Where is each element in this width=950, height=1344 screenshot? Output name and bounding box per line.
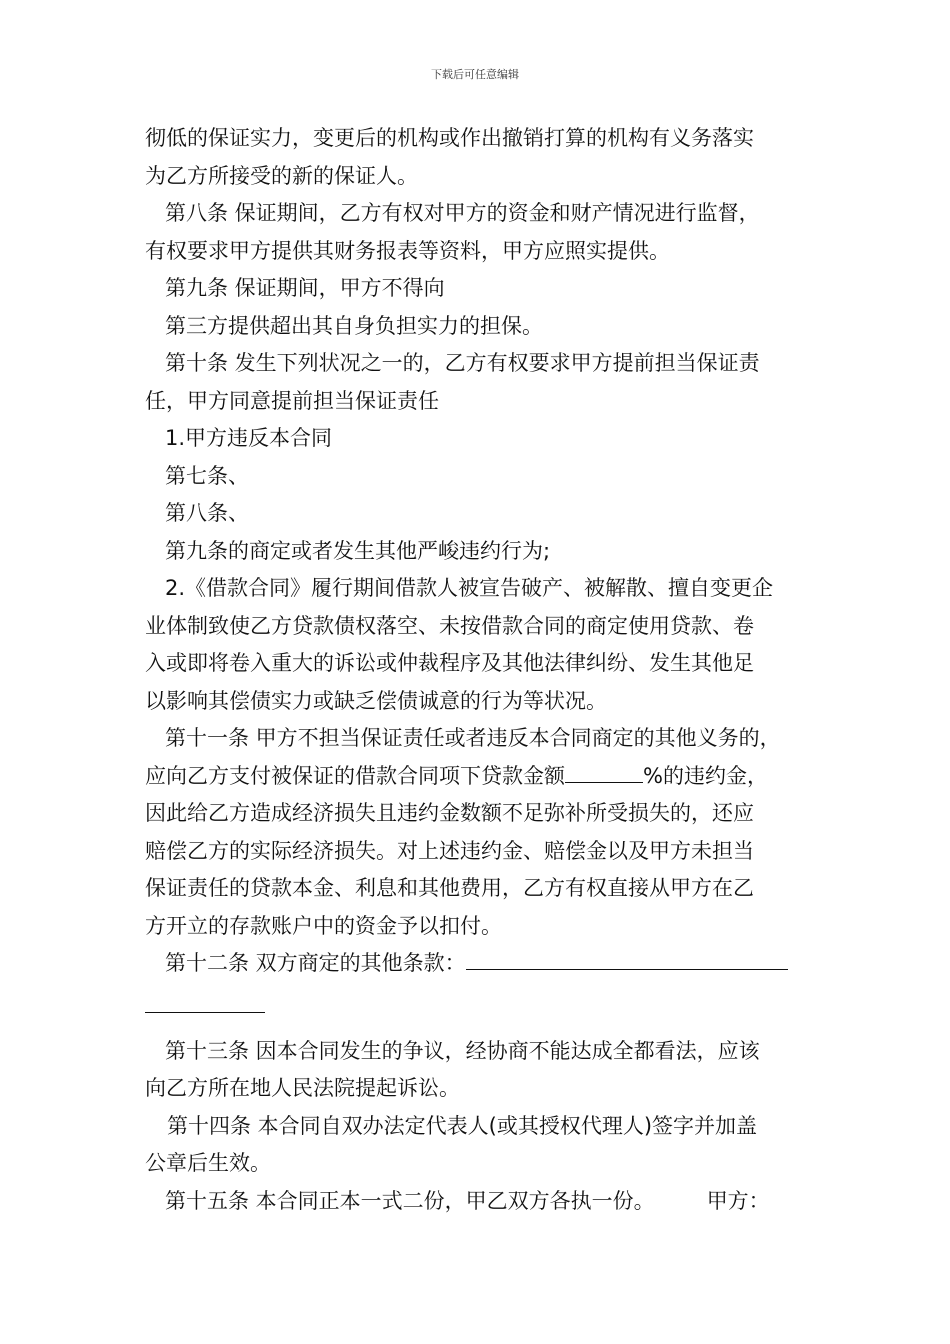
article-11-line: 保证责任的贷款本金、利息和其他费用，乙方有权直接从甲方在乙 xyxy=(145,876,754,900)
article-14-line: 公章后生效。 xyxy=(145,1151,271,1175)
article-11-line: 赔偿乙方的实际经济损失。对上述违约金、赔偿金以及甲方未担当 xyxy=(145,838,754,863)
article-14-line: 第十四条 本合同自双办法定代表人(或其授权代理人)签字并加盖 xyxy=(167,1113,758,1138)
list-item-1-ref: 第七条、 xyxy=(165,463,249,488)
party-a-label: 甲方： xyxy=(706,1188,770,1213)
list-item-2: 2.《借款合同》履行期间借款人被宣告破产、被解散、擅自变更企 xyxy=(165,576,774,600)
article-13-line: 第十三条 因本合同发生的争议，经协商不能达成全都看法，应该 xyxy=(165,1038,760,1063)
other-terms-blank-continued[interactable] xyxy=(145,983,265,1013)
article-11-line xyxy=(145,758,810,796)
list-item-2: 入或即将卷入重大的诉讼或仲裁程序及其他法律纠纷、发生其他足 xyxy=(145,651,754,675)
article-11-line: 因此给乙方造成经济损失且违约金数额不足弥补所受损失的，还应 xyxy=(145,801,754,825)
article-8-line: 有权要求甲方提供其财务报表等资料，甲方应照实提供。 xyxy=(145,238,670,263)
article-12-line xyxy=(145,945,810,983)
article-12-text: 第十二条 双方商定的其他条款： xyxy=(165,951,466,975)
article-9-line: 第九条 保证期间，甲方不得向 xyxy=(165,276,445,300)
article-11-line: 方开立的存款账户中的资金予以扣付。 xyxy=(145,913,502,938)
list-item-2: 业体制致使乙方贷款债权落空、未按借款合同的商定使用贷款、卷 xyxy=(145,613,754,638)
article-13-line: 向乙方所在地人民法院提起诉讼。 xyxy=(145,1076,460,1100)
list-item-1-ref: 第八条、 xyxy=(165,501,249,525)
article-11-line: 第十一条 甲方不担当保证责任或者违反本合同商定的其他义务的， xyxy=(165,726,781,750)
article-10-line: 第十条 发生下列状况之一的，乙方有权要求甲方提前担当保证责 xyxy=(165,351,760,375)
article-9-line: 第三方提供超出其自身负担实力的担保。 xyxy=(165,313,543,338)
article-10-line: 任，甲方同意提前担当保证责任 xyxy=(145,388,439,413)
article-8-line: 第八条 保证期间，乙方有权对甲方的资金和财产情况进行监督， xyxy=(165,201,760,225)
article-11-text: 应向乙方支付被保证的借款合同项下贷款金额 xyxy=(145,763,565,788)
article-15-line xyxy=(145,1183,810,1221)
paragraph-line: 彻低的保证实力，变更后的机构或作出撤销打算的机构有义务落实 xyxy=(145,126,754,150)
article-15-text: 第十五条 本合同正本一式二份，甲乙双方各执一份。 xyxy=(165,1188,655,1213)
list-item-2: 以影响其偿债实力或缺乏偿债诚意的行为等状况。 xyxy=(145,688,607,713)
list-item-1-ref: 第九条的商定或者发生其他严峻违约行为; xyxy=(165,538,551,563)
percentage-blank[interactable] xyxy=(565,760,643,783)
contract-body xyxy=(145,120,810,1220)
list-item-1: 1.甲方违反本合同 xyxy=(165,426,333,450)
other-terms-blank[interactable] xyxy=(466,947,788,970)
page-header: 下载后可任意编辑 xyxy=(431,68,519,81)
paragraph-line: 为乙方所接受的新的保证人。 xyxy=(145,163,418,188)
article-11-text: %的违约金， xyxy=(643,763,768,788)
